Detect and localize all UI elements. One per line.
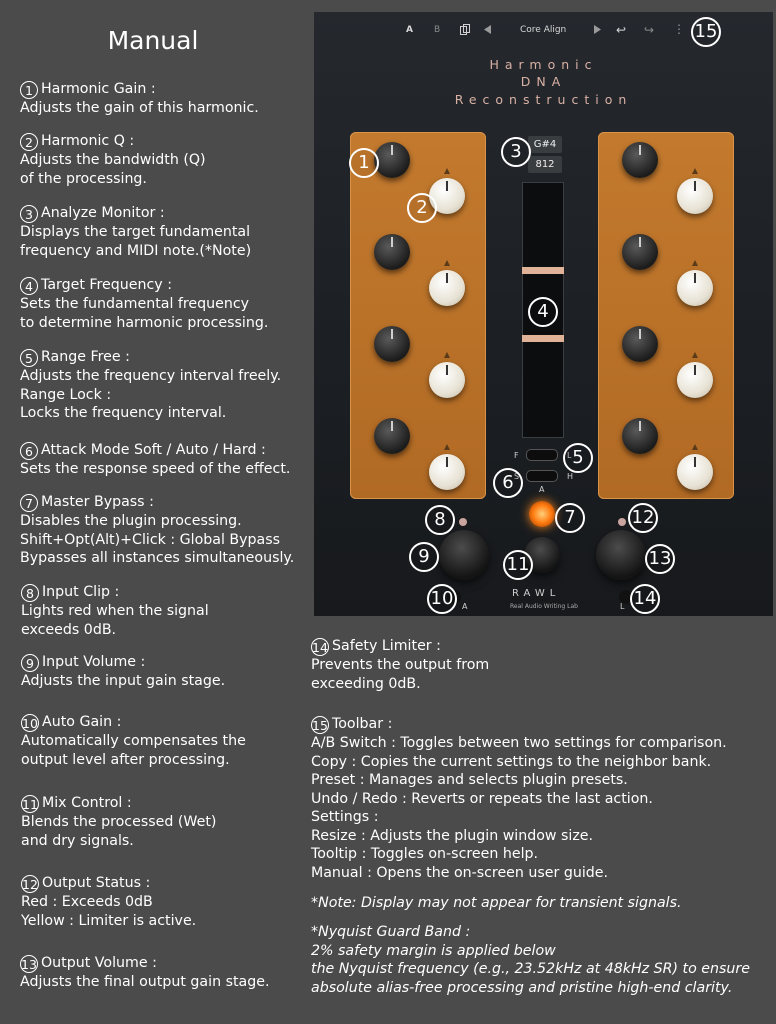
section-attack-mode [20, 441, 290, 479]
ab-switch-b[interactable]: B [434, 25, 441, 35]
section-heading: Output Status : [42, 875, 151, 891]
annotation-11: 11 [503, 550, 533, 580]
section-line: Bypasses all instances simultaneously. [20, 550, 295, 566]
annotation-2: 2 [407, 193, 437, 223]
annotation-number: 8 [21, 584, 39, 602]
harmonic-gain-knob[interactable] [374, 418, 410, 454]
attack-hard-label: H [567, 472, 574, 481]
harmonic-q-knob[interactable] [677, 454, 713, 490]
marker-icon [692, 352, 698, 358]
harmonic-q-knob[interactable] [429, 270, 465, 306]
annotation-number: 2 [20, 133, 38, 151]
annotation-8: 8 [425, 505, 455, 535]
section-line: Tooltip : Toggles on-screen help. [311, 846, 539, 862]
harmonic-q-knob[interactable] [677, 270, 713, 306]
brand-logo: RAWL [512, 588, 561, 599]
annotation-9: 9 [409, 542, 439, 572]
section-input-volume [21, 653, 225, 691]
section-toolbar [311, 715, 727, 882]
annotation-number: 5 [20, 349, 38, 367]
section-output-status [21, 874, 196, 930]
annotation-number: 1 [20, 81, 38, 99]
section-input-clip [21, 583, 209, 639]
annotation-number: 7 [20, 494, 38, 512]
nyquist-line: the Nyquist frequency (e.g., 23.52kHz at 48kHz SR) to ensure [311, 961, 750, 977]
harmonic-gain-knob[interactable] [374, 234, 410, 270]
frequency-display: 812 [528, 156, 562, 173]
preset-name[interactable]: Core Align [520, 25, 567, 35]
plugin-title-line: Harmonic [489, 57, 598, 72]
annotation-number: 6 [20, 442, 38, 460]
harmonic-gain-knob[interactable] [622, 142, 658, 178]
section-heading: Auto Gain : [42, 714, 122, 730]
harmonic-bank-right [598, 132, 734, 499]
section-line: Yellow : Limiter is active. [21, 912, 197, 929]
section-line: Displays the target fundamental [20, 224, 251, 240]
section-line: Settings : [311, 809, 379, 825]
section-line: Adjusts the gain of this harmonic. [20, 100, 259, 116]
section-heading: Target Frequency : [41, 277, 172, 293]
ab-switch-a[interactable]: A [406, 25, 413, 35]
section-line: Blends the processed (Wet) [21, 814, 217, 830]
annotation-number: 15 [312, 718, 328, 733]
section-auto-gain [21, 713, 246, 769]
harmonic-gain-knob[interactable] [622, 234, 658, 270]
annotation-number: 14 [312, 640, 328, 655]
section-line: Lights red when the signal [21, 603, 209, 619]
input-clip-led [459, 518, 467, 526]
harmonic-q-knob[interactable] [677, 178, 713, 214]
harmonic-bank-left [350, 132, 486, 499]
undo-icon[interactable]: ↩ [616, 23, 627, 37]
vertical-dots-icon[interactable]: ⋮ [673, 22, 685, 36]
section-heading: Analyze Monitor : [41, 205, 165, 221]
section-target-frequency [20, 276, 268, 332]
section-harmonic-gain [20, 80, 259, 118]
annotation-15: 15 [691, 17, 721, 47]
marker-icon [692, 444, 698, 450]
marker-icon [444, 260, 450, 266]
section-line: Manual : Opens the on-screen user guide. [311, 864, 609, 881]
annotation-10: 10 [427, 584, 457, 614]
section-line: Red : Exceeds 0dB [21, 894, 153, 910]
marker-icon [444, 444, 450, 450]
triangle-left-icon[interactable] [484, 25, 492, 37]
plugin-title-line: Reconstruction [454, 92, 633, 107]
section-master-bypass [20, 493, 294, 568]
annotation-1: 1 [349, 148, 379, 178]
annotation-number: 12 [22, 877, 38, 892]
attack-auto-label: A [539, 485, 545, 494]
marker-icon [444, 168, 450, 174]
section-range [20, 348, 281, 423]
annotation-12: 12 [628, 503, 658, 533]
range-toggle[interactable] [526, 449, 558, 461]
harmonic-q-knob[interactable] [429, 454, 465, 490]
section-line: Range Lock : [20, 386, 112, 403]
copy-icon[interactable] [460, 24, 470, 38]
section-line: Disables the plugin processing. [20, 513, 242, 529]
marker-icon [692, 260, 698, 266]
section-line: Prevents the output from [311, 657, 490, 673]
annotation-number: 10 [22, 716, 38, 731]
note-text: *Note: Display may not appear for transient signals. [311, 895, 682, 911]
section-line: exceeding 0dB. [311, 675, 421, 692]
range-lock-label: L [567, 451, 572, 460]
range-free-label: F [514, 451, 519, 460]
section-line: Shift+Opt(Alt)+Click : Global Bypass [20, 531, 281, 548]
annotation-number: 3 [20, 205, 38, 223]
input-volume-knob[interactable] [439, 530, 489, 580]
section-line: frequency and MIDI note.(*Note) [20, 242, 252, 259]
attack-mode-toggle[interactable] [526, 470, 558, 482]
section-safety-limiter [311, 637, 489, 693]
section-line: Adjusts the final output gain stage. [20, 974, 270, 990]
range-handle-lower[interactable] [522, 335, 564, 342]
section-line: Adjusts the input gain stage. [21, 673, 226, 689]
section-heading: Attack Mode Soft / Auto / Hard : [41, 442, 266, 458]
harmonic-q-knob[interactable] [677, 362, 713, 398]
section-heading: Harmonic Q : [41, 133, 135, 149]
harmonic-q-knob[interactable] [429, 362, 465, 398]
nyquist-note [311, 923, 750, 997]
section-harmonic-q [20, 132, 206, 188]
annotation-6: 6 [493, 468, 523, 498]
section-heading: Input Volume : [42, 654, 146, 670]
section-heading: Mix Control : [42, 795, 132, 811]
section-heading: Harmonic Gain : [41, 81, 156, 97]
master-bypass-button[interactable] [529, 501, 555, 527]
nyquist-line: absolute alias-free processing and pristine high-end clarity. [311, 979, 733, 996]
marker-icon [444, 352, 450, 358]
section-line: A/B Switch : Toggles between two settings for comparison. [311, 735, 727, 751]
output-status-led [618, 518, 626, 526]
section-heading: Range Free : [41, 349, 130, 365]
section-mix-control [21, 794, 216, 850]
annotation-13: 13 [645, 544, 675, 574]
section-line: Adjusts the frequency interval freely. [20, 368, 282, 384]
annotation-number: 13 [21, 957, 37, 972]
section-heading: Toolbar : [332, 716, 393, 732]
triangle-right-icon[interactable] [594, 25, 602, 37]
section-heading: Master Bypass : [41, 494, 154, 510]
section-heading: Input Clip : [42, 584, 120, 600]
section-line: output level after processing. [21, 751, 230, 768]
section-heading: Safety Limiter : [332, 638, 441, 654]
range-handle-upper[interactable] [522, 267, 564, 274]
section-line: Sets the response speed of the effect. [20, 461, 291, 477]
section-line: Resize : Adjusts the plugin window size. [311, 827, 594, 844]
harmonic-gain-knob[interactable] [622, 418, 658, 454]
redo-icon[interactable]: ↪ [644, 23, 655, 37]
auto-gain-label: A [462, 602, 468, 611]
section-line: of the processing. [20, 170, 147, 187]
note-display: G#4 [528, 136, 562, 153]
harmonic-gain-knob[interactable] [374, 326, 410, 362]
section-line: Copy : Copies the current settings to the neighbor bank. [311, 753, 712, 770]
nyquist-line: 2% safety margin is applied below [311, 942, 556, 959]
section-line: and dry signals. [21, 832, 134, 849]
section-line: Locks the frequency interval. [20, 405, 227, 421]
section-line: Undo / Redo : Reverts or repeats the last action. [311, 790, 653, 807]
annotation-number: 4 [20, 277, 38, 295]
marker-icon [692, 168, 698, 174]
nyquist-line: *Nyquist Guard Band : [311, 924, 471, 940]
section-line: to determine harmonic processing. [20, 314, 269, 331]
annotation-4: 4 [528, 297, 558, 327]
section-line: Automatically compensates the [21, 733, 246, 749]
section-line: Sets the fundamental frequency [20, 296, 250, 312]
annotation-14: 14 [630, 584, 660, 614]
limiter-label: L [620, 602, 625, 611]
annotation-number: 11 [22, 797, 38, 812]
plugin-window [314, 12, 773, 616]
brand-subtitle: Real Audio Writing Lab [510, 603, 578, 610]
section-line: Preset : Manages and selects plugin presets. [311, 772, 628, 788]
harmonic-gain-knob[interactable] [374, 142, 410, 178]
annotation-7: 7 [555, 503, 585, 533]
section-heading: Output Volume : [41, 955, 157, 971]
harmonic-gain-knob[interactable] [622, 326, 658, 362]
attack-soft-label: S [514, 472, 520, 481]
annotation-number: 9 [21, 654, 39, 672]
manual-title: Manual [107, 26, 199, 55]
section-line: Adjusts the bandwidth (Q) [20, 152, 206, 168]
plugin-title-line: DNA [520, 74, 567, 89]
section-analyze-monitor [20, 204, 251, 260]
section-line: exceeds 0dB. [21, 621, 117, 638]
output-volume-knob[interactable] [596, 530, 646, 580]
section-output-volume [20, 954, 269, 992]
annotation-5: 5 [563, 443, 593, 473]
annotation-3: 3 [501, 137, 531, 167]
